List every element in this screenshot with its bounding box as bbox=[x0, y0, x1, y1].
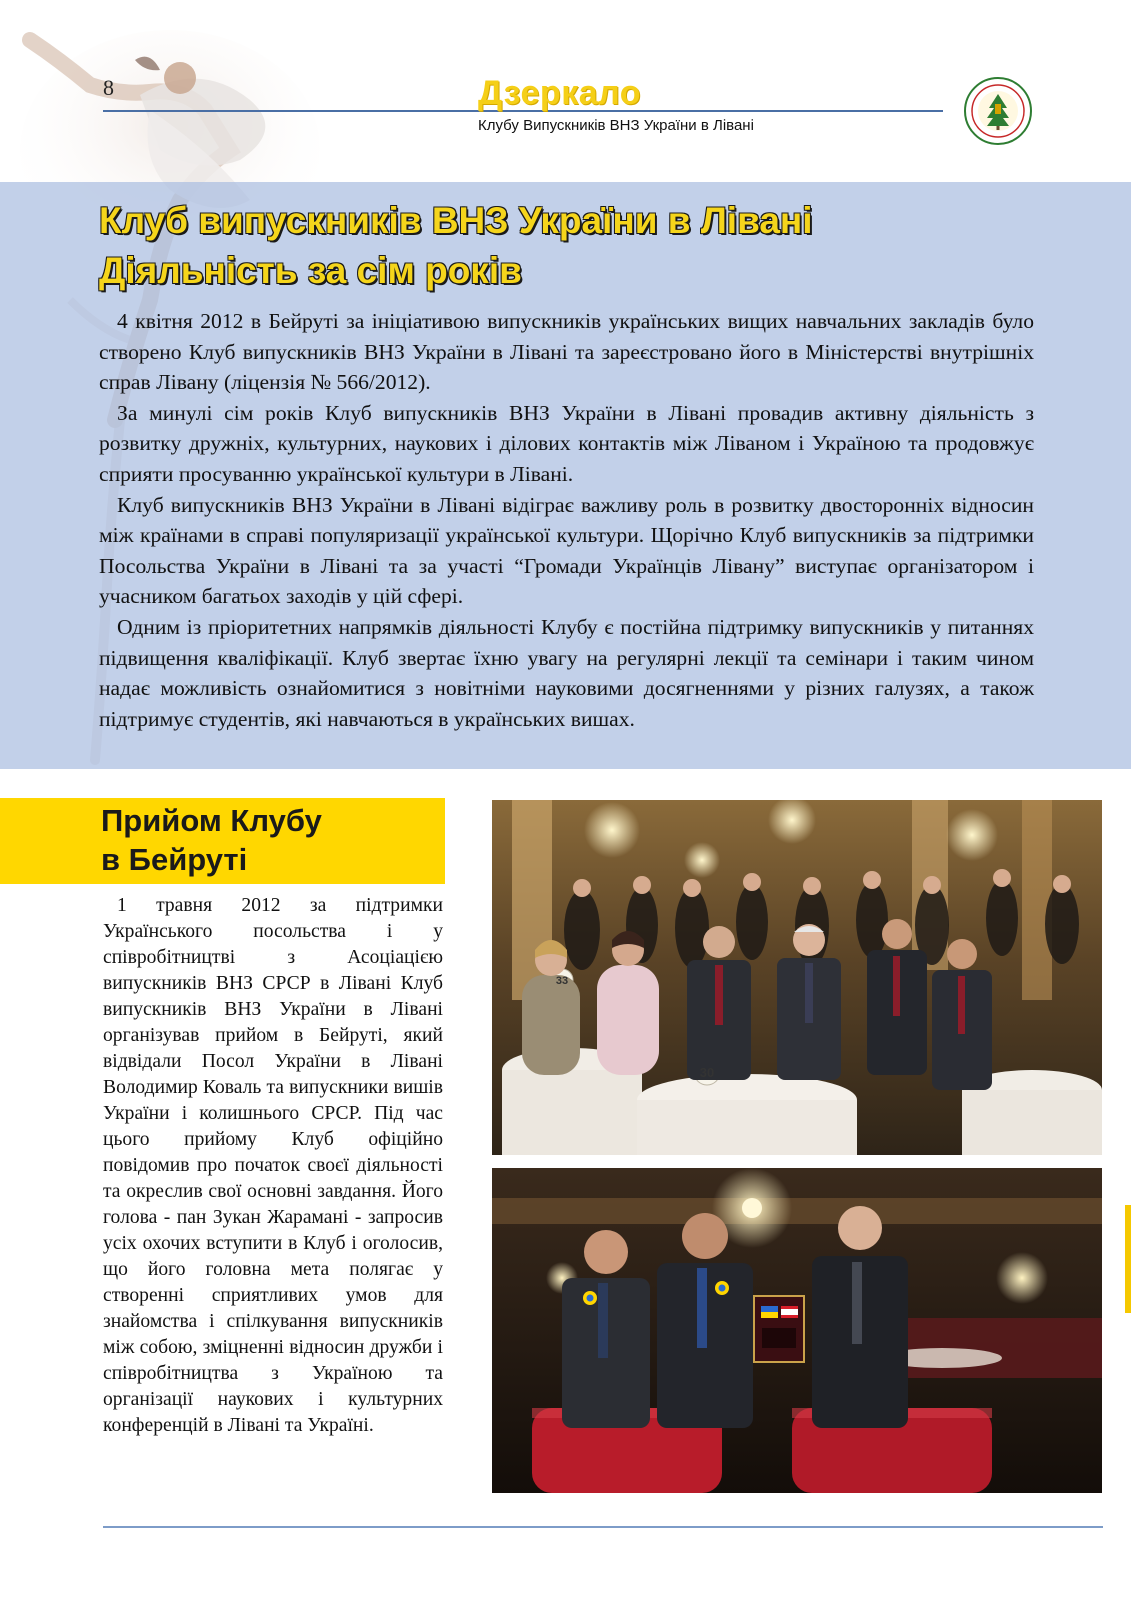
section-title-line-2: в Бейруті bbox=[101, 842, 248, 877]
article-title bbox=[99, 196, 813, 296]
page-edge-tab bbox=[1125, 1205, 1131, 1313]
intro-paragraph: За минулі сім років Клуб випускників ВНЗ України в Лівані провадив активну діяльність з розвитку дружніх, культурних, наукових і ділових контактів між Ліваном і Україною та продовжує сприяти просуванню української культури в Лівані. bbox=[99, 400, 1034, 486]
intro-text bbox=[99, 306, 1034, 734]
reception-photo bbox=[492, 800, 1102, 1155]
intro-paragraph: 4 квітня 2012 в Бейруті за ініціативою випускників українських вищих навчальних закладів було створено Клуб випускників ВНЗ України в Лівані та зареєстровано його в Міністерстві внутрішніх справ Лівану (ліцензія № 566/2012). bbox=[99, 309, 1034, 395]
article-title-line-2: Діяльність за сім років bbox=[99, 250, 522, 291]
club-emblem-icon bbox=[963, 76, 1033, 146]
intro-paragraph: Клуб випускників ВНЗ України в Лівані відіграє важливу роль в розвитку двосторонніх відносин між країнами в справі популяризації української культури. Щорічно Клуб випускників за підтримки Посольства України в Лівані та за участі “Громади Українців Лівану” виступає організатором і учасником багатьох заходів у цій сфері. bbox=[99, 492, 1034, 609]
section-paragraph: 1 травня 2012 за підтримки Українського посольства і у співробітництві з Асоціацією випускників ВНЗ СРСР в Лівані Клуб випускників ВНЗ України в Лівані організував прийом в Бейруті, який відвідали Посол України в Лівані Володимир Коваль та випускники вишів України і колишнього СРСР. Під час цього прийому Клуб офіційно повідомив про початок своєї діяльності та окреслив свої основні завдання. Його голова - пан Зукан Жарамані - запросив усіх охочих вступити в Клуб і оголосив, що його головна мета полягає у створенні сприятливих умов для знайомства і спілкування випускників між собою, зміцненні відносин дружби і співробітництва з Україною та організації наукових і культурних конференцій в Лівані та Україні. bbox=[103, 895, 443, 1436]
section-title-line-1: Прийом Клубу bbox=[101, 803, 322, 838]
magazine-title: Дзеркало bbox=[478, 74, 642, 112]
intro-paragraph: Одним із пріоритетних напрямків діяльності Клубу є постійна підтримку випускників у питаннях підвищення кваліфікації. Клуб звертає їхню увагу на регулярні лекції та семінари і таким чином надає можливість ознайомитися з новітніми науковими досягненнями у різних галузях, а також підтримує студентів, які навчаються в українських вишах. bbox=[99, 614, 1034, 731]
footer-rule bbox=[103, 1526, 1103, 1528]
section-body bbox=[103, 893, 443, 1439]
award-photo bbox=[492, 1168, 1102, 1493]
article-title-line-1: Клуб випускників ВНЗ України в Лівані bbox=[99, 200, 813, 241]
section-title bbox=[101, 801, 322, 879]
table-number-b: 33 bbox=[555, 975, 569, 987]
table-number-a: 30 bbox=[699, 1065, 715, 1080]
magazine-subtitle: Клубу Випускників ВНЗ України в Лівані bbox=[478, 117, 754, 134]
page-number: 8 bbox=[103, 75, 114, 100]
